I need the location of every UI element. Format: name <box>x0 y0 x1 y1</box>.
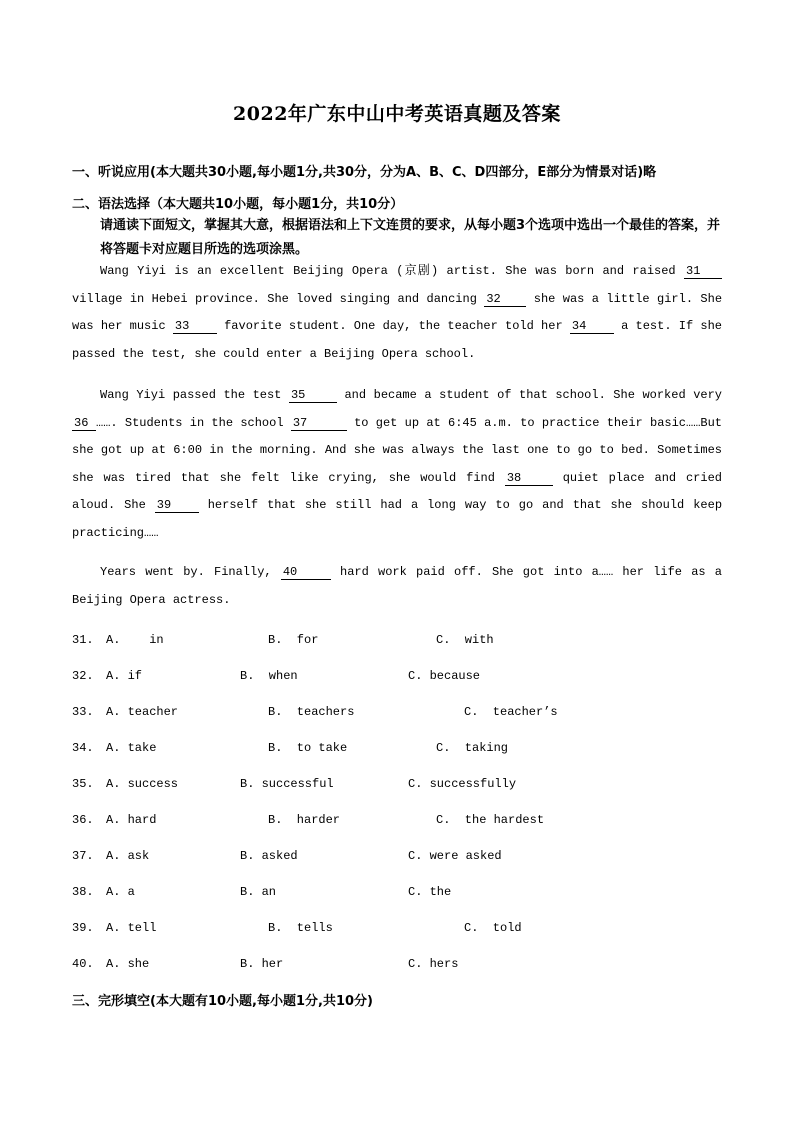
question-number: 40. <box>72 957 94 971</box>
question-item <box>72 777 722 795</box>
option-c: C. because <box>408 669 481 683</box>
option-a: A. success <box>106 777 179 791</box>
passage-text: herself that she still had a long way to go and that she should keep practicing…… <box>72 498 723 540</box>
blank-37: 37 <box>291 416 347 431</box>
question-item <box>72 921 722 939</box>
section-heading-cloze: 三、完形填空(本大题有10小题,每小题1分,共10分) <box>72 994 373 1009</box>
option-a: A. teacher <box>106 705 179 719</box>
blank-36: 36 <box>72 416 96 431</box>
option-c: C. hers <box>408 957 459 971</box>
question-number: 39. <box>72 921 94 935</box>
passage-paragraph-1 <box>72 258 722 368</box>
option-b: B. asked <box>240 849 298 863</box>
question-item <box>72 669 722 687</box>
passage-text: she was a little girl. She was her music <box>72 291 723 333</box>
option-b: B. an <box>240 885 277 899</box>
question-item <box>72 957 722 975</box>
passage-text: and became a student of that school. She worked very <box>344 388 723 402</box>
option-a: A. tell <box>106 921 157 935</box>
option-c: C. the hardest <box>436 813 545 827</box>
blank-40: 40 <box>281 565 331 580</box>
passage-text: Years went by. Finally, <box>100 565 272 579</box>
option-b: B. to take <box>268 741 348 755</box>
blank-33: 33 <box>173 319 217 334</box>
passage-text: Wang Yiyi is an excellent Beijing Opera (京剧) artist. She was born and raised <box>100 264 676 278</box>
question-number: 33. <box>72 705 94 719</box>
instructions: 请通读下面短文，掌握其大意，根据语法和上下文连贯的要求，从每小题3个选项中选出一个最佳的答案，并将答题卡对应题目所选的选项涂黑。 <box>100 218 721 257</box>
passage-text: Wang Yiyi passed the test <box>100 388 282 402</box>
question-item <box>72 741 722 759</box>
section-heading-listening: 一、听说应用(本大题共30小题,每小题1分,共30分，分为A、B、C、D四部分，E部分为情景对话)略 <box>72 165 657 180</box>
blank-39: 39 <box>155 498 199 513</box>
question-number: 32. <box>72 669 94 683</box>
option-b: B. when <box>240 669 298 683</box>
passage-text: to get up at 6:45 a.m. to practice their basic……But she got up at 6:00 in the morning. And she was always the last one to go to bed. Sometimes she was tired that she felt like crying, she would find <box>72 415 723 485</box>
option-a: A. she <box>106 957 150 971</box>
option-a: A. take <box>106 741 157 755</box>
question-number: 36. <box>72 813 94 827</box>
question-number: 38. <box>72 885 94 899</box>
question-item <box>72 849 722 867</box>
question-number: 31. <box>72 633 94 647</box>
option-b: B. her <box>240 957 284 971</box>
blank-31: 31 <box>684 264 722 279</box>
option-a: A. in <box>106 633 164 647</box>
passage-paragraph-3 <box>72 559 722 614</box>
passage-text: favorite student. One day, the teacher told her <box>224 319 563 333</box>
option-c: C. teacher’s <box>464 705 558 719</box>
option-a: A. a <box>106 885 135 899</box>
passage-text: ……. Students in the school <box>96 415 284 430</box>
blank-38: 38 <box>505 471 553 486</box>
question-number: 35. <box>72 777 94 791</box>
option-c: C. taking <box>436 741 509 755</box>
option-c: C. with <box>436 633 494 647</box>
option-c: C. successfully <box>408 777 517 791</box>
passage-text: a test. If she passed the test, she could enter a Beijing Opera school. <box>72 319 722 361</box>
passage-paragraph-2 <box>72 382 722 547</box>
passage-text: village in Hebei province. She loved singing and dancing <box>72 291 477 306</box>
blank-34: 34 <box>570 319 614 334</box>
question-item <box>72 813 722 831</box>
question-item <box>72 633 722 651</box>
question-item <box>72 885 722 903</box>
page-title: 2022年广东中山中考英语真题及答案 <box>233 103 561 125</box>
passage-text: hard work paid off. She got into a…… her life as a Beijing Opera actress. <box>72 565 722 607</box>
option-a: A. hard <box>106 813 157 827</box>
blank-35: 35 <box>289 388 337 403</box>
option-b: B. tells <box>268 921 333 935</box>
option-b: B. for <box>268 633 319 647</box>
option-b: B. successful <box>240 777 334 791</box>
blank-32: 32 <box>484 292 526 307</box>
passage-text: quiet place and cried aloud. She <box>72 470 722 512</box>
option-a: A. ask <box>106 849 150 863</box>
question-item <box>72 705 722 723</box>
option-c: C. were asked <box>408 849 502 863</box>
option-b: B. teachers <box>268 705 355 719</box>
question-number: 37. <box>72 849 94 863</box>
option-c: C. the <box>408 885 452 899</box>
question-number: 34. <box>72 741 94 755</box>
option-b: B. harder <box>268 813 341 827</box>
section-heading-grammar: 二、语法选择（本大题共10小题，每小题1分，共10分） <box>72 197 404 212</box>
option-c: C. told <box>464 921 522 935</box>
option-a: A. if <box>106 669 143 683</box>
